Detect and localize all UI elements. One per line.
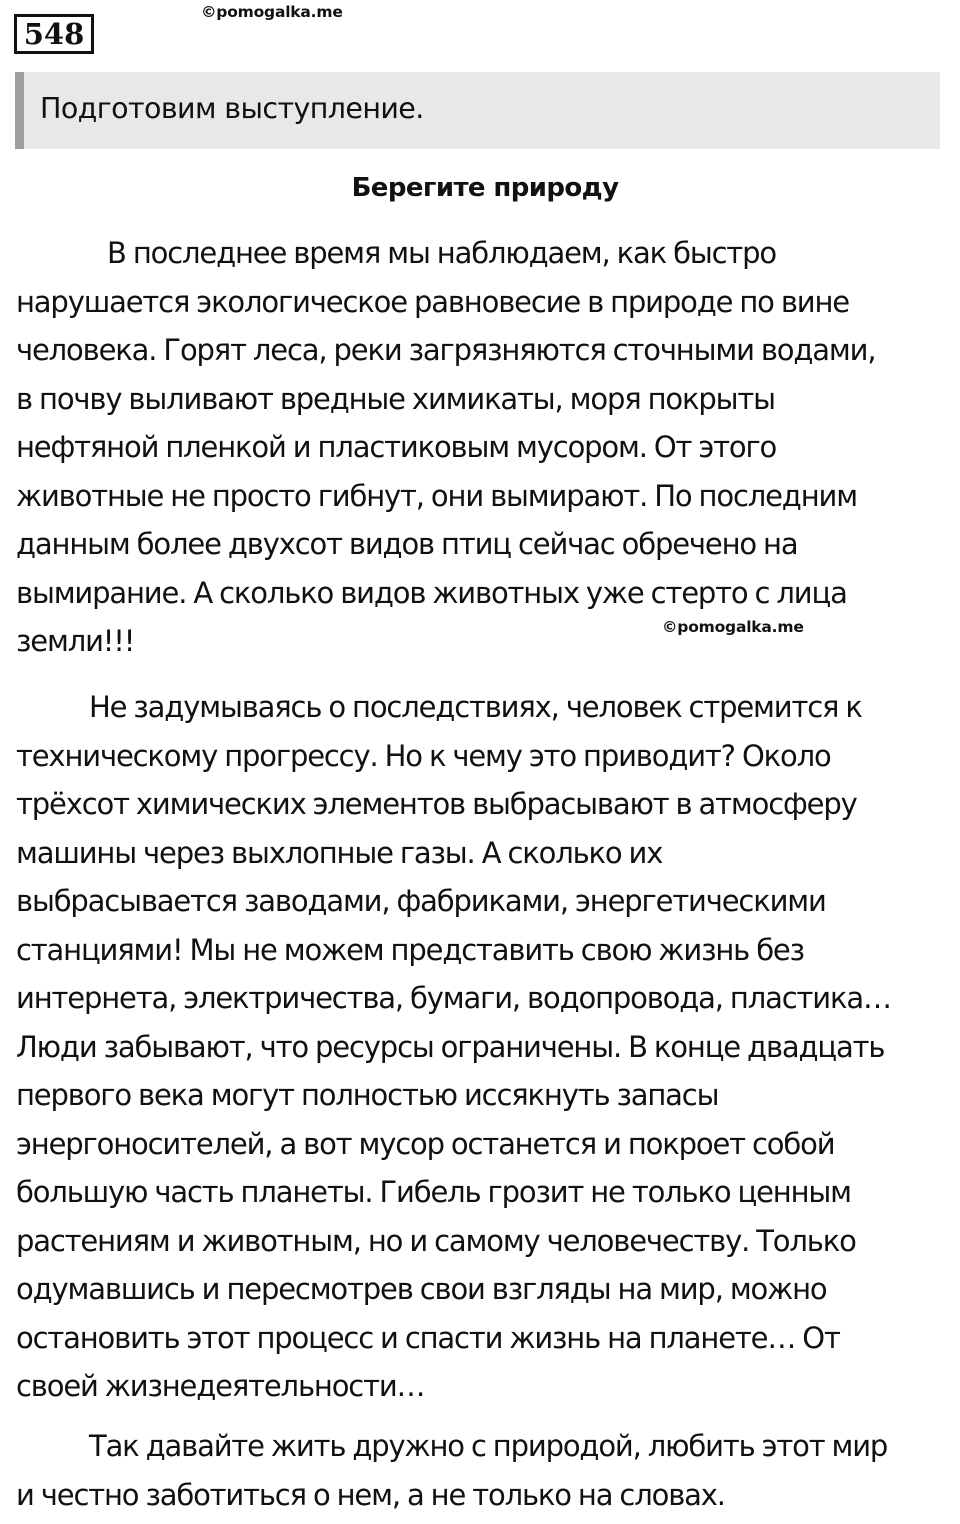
essay-paragraph-2 [16,683,891,1411]
text-line: Так давайте жить дружно с природой, любить этот мир [89,1429,888,1463]
essay-paragraph-3 [16,1422,887,1519]
essay-title: Берегите природу [351,173,619,203]
text-line: земли!!! [16,624,135,658]
text-line: растениям и животным, но и самому человечеству. Только [16,1223,856,1258]
watermark-middle: ©pomogalka.me [662,618,804,636]
text-line: в почву выливают вредные химикаты, моря покрыты [16,381,775,416]
text-line: Не задумываясь о последствиях, человек стремится к [89,690,862,724]
text-line: В последнее время мы наблюдаем, как быстро [107,236,776,270]
task-number: 548 [14,14,94,54]
text-line: одумавшись и пересмотрев свои взгляды на мир, можно [16,1272,827,1306]
task-instruction-banner [15,72,940,149]
text-line: станциями! Мы не можем представить свою жизнь без [16,932,804,967]
text-line: вымирание. А сколько видов животных уже стерто с лица [16,575,847,610]
text-line: животные не просто гибнут, они вымирают. По последним [16,478,857,513]
text-line: человека. Горят леса, реки загрязняются сточными водами, [16,333,876,367]
text-line: интернета, электричества, бумаги, водопровода, пластика… [16,981,891,1015]
text-line: своей жизнедеятельности… [16,1369,425,1403]
text-line: данным более двухсот видов птиц сейчас обречено на [16,527,798,561]
watermark-top: ©pomogalka.me [201,3,343,21]
text-line: машины через выхлопные газы. А сколько их [16,835,663,870]
text-line: остановить этот процесс и спасти жизнь на планете… От [16,1320,840,1355]
task-instruction-text: Подготовим выступление. [40,92,424,125]
text-line: трёхсот химических элементов выбрасывают в атмосферу [16,787,857,821]
essay-paragraph-1 [16,229,875,666]
text-line: Люди забывают, что ресурсы ограничены. В конце двадцать [16,1029,885,1064]
text-line: техническому прогрессу. Но к чему это приводит? Около [16,738,831,773]
text-line: нефтяной пленкой и пластиковым мусором. От этого [16,430,777,464]
text-line: выбрасывается заводами, фабриками, энергетическими [16,884,826,918]
text-line: первого века могут полностью иссякнуть запасы [16,1078,719,1112]
text-line: и честно заботиться о нем, а не только на словах. [16,1477,725,1512]
text-line: большую часть планеты. Гибель грозит не только ценным [16,1175,851,1209]
text-line: энергоносителей, а вот мусор останется и покроет собой [16,1126,835,1161]
text-line: нарушается экологическое равновесие в природе по вине [16,284,849,319]
